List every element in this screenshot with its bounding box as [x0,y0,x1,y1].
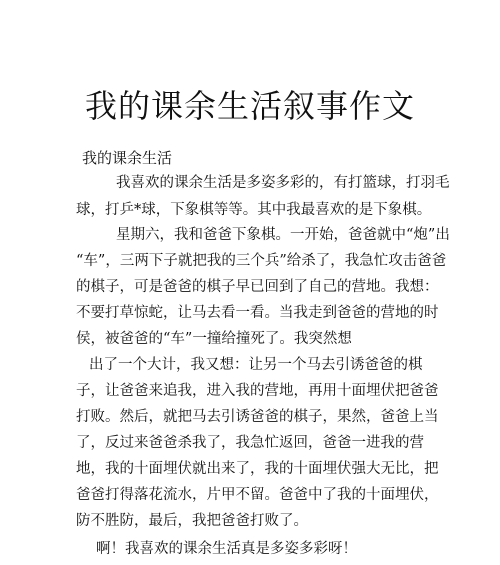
paragraph-line: 我喜欢的课余生活是多姿多彩的，有打篮球，打羽毛 [116,175,450,191]
paragraph-line: 不要打草惊蛇，让马去看一看。当我走到爸爸的营地的时 [76,305,439,321]
paragraph-line: 爸爸打得落花流水，片甲不留。爸爸中了我的十面埋伏， [76,487,439,503]
paragraph-line: 出了一个大计，我又想：让另一个马去引诱爸爸的棋 [89,357,423,373]
paragraph-line: 星期六，我和爸爸下象棋。一开始，爸爸就中“炮”出 [116,227,450,243]
paragraph-line: 子，让爸爸来追我，进入我的营地，再用十面埋伏把爸爸 [76,383,439,399]
document-subtitle: 我的课余生活 [82,149,173,167]
paragraph-line: 球，打乒*球，下象棋等等。其中我最喜欢的是下象棋。 [76,202,432,218]
document-title: 我的课余生活叙事作文 [84,87,415,125]
paragraph-line: 防不胜防，最后，我把爸爸打败了。 [76,513,308,529]
paragraph-line: 的棋子，可是爸爸的棋子早已回到了自己的营地。我想： [76,279,439,295]
paragraph-line: “车”，三两下子就把我的三个兵”给杀了，我急忙攻击爸爸 [76,253,447,269]
paragraph-line: 了，反过来爸爸杀我了，我急忙返回，爸爸一进我的营 [76,435,424,451]
paragraph-line: 地，我的十面埋伏就出来了，我的十面埋伏强大无比，把 [76,461,439,477]
closing-line: 啊！我喜欢的课余生活真是多姿多彩呀！ [96,541,357,557]
paragraph-line: 打败。然后，就把马去引诱爸爸的棋子，果然，爸爸上当 [76,409,439,425]
paragraph-line: 侯，被爸爸的“车”一撞给撞死了。我突然想 [76,331,352,347]
